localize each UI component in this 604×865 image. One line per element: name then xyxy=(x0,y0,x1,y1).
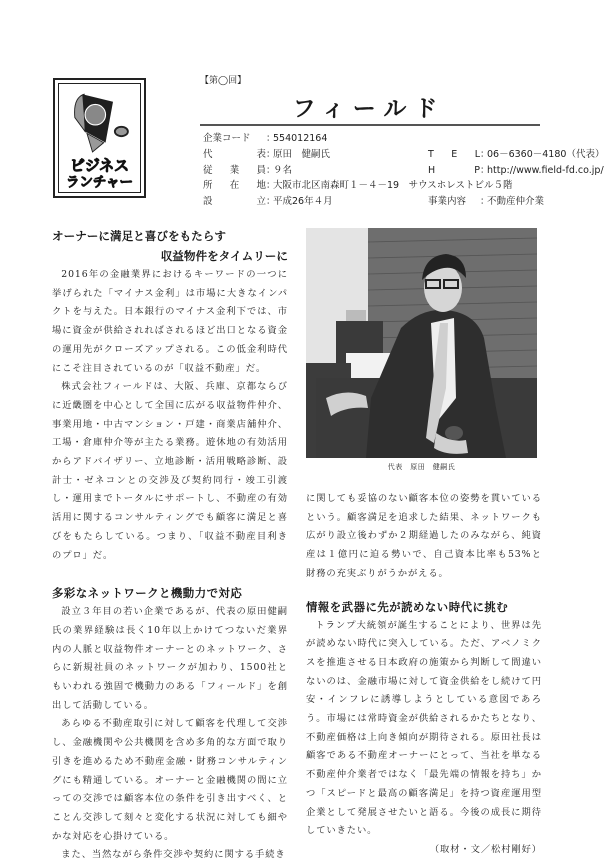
address: 大阪市北区南森町１－４－19 サウスホレストビル５階 xyxy=(273,180,513,192)
portrait-photo xyxy=(306,228,537,458)
section-heading-network: 多彩なネットワークと機動力で対応 xyxy=(52,586,243,601)
byline: （取材・文／松村剛好） xyxy=(429,843,542,855)
rep-label: 代 表 xyxy=(203,148,266,160)
company-code: 554012164 xyxy=(273,133,328,144)
info-row-rep: 代 表 ： 原田 健嗣氏 T E L ： 06－6360－4180（代表） xyxy=(203,147,604,163)
code-label: 企業コード xyxy=(203,133,251,144)
paragraph: 2016年の金融業界におけるキーワードの一つに挙げられた「マイナス金利」は市場に大きなインパクトを与えた。日本銀行のマイナス金利下では、市場に資金が供給されればされるほど出口となる資金の運用先がクローズアップされる。この低金利時代にこそ注目されているのが「収益不動産」だ。 xyxy=(52,269,288,374)
photo-caption: 代表 原田 健嗣氏 xyxy=(387,463,456,471)
rocket-icon xyxy=(59,84,140,192)
info-row-employees: 従 業 員 ： ９名 H P ： http://www.field-fd.co.jp/ xyxy=(203,163,604,179)
company-info xyxy=(203,131,604,210)
paragraph: トランプ大統領が誕生することにより、世界は先が読めない時代に突入している。ただ、アベノミクスを推進させる日本政府の施策から判断して間違いないのは、金融市場に対して資金供給をし続けて円安・インフレに誘導しようとしている意図であろう。市場には常時資金が供給されるかたちとなり、不動産価格は上向き傾向が期待される。原田社長は顧客である不動産オーナーにとって、当社を単なる不動産仲介業者ではなく「最先端の情報を持ち」かつ「スピードと最高の顧客満足」を持つ資産運用型企業として発展させたいと語る。今後の成長に期待していきたい。 xyxy=(306,619,542,837)
representative: 原田 健嗣氏 xyxy=(273,148,331,160)
address-label: 所 在 地 xyxy=(203,180,266,192)
paragraph-continued: に関しても妥協のない顧客本位の姿勢を貫いているという。顧客満足を追求した結果、ネットワークも広がり設立後わずか２期経過したのみながら、純資産は１億円に迫る勢いで、自己資本比率も53%と財務の充実ぶりがうかがえる。 xyxy=(306,493,542,579)
paragraph: あらゆる不動産取引に対して顧客を代理して交渉し、金融機関や公共機関を含め多角的な方面で取り引きを進めるため不動産金融・財務コンサルティングにも精通している。オーナーと金融機関の間に立っての交渉では顧客本位の条件を引き出すべく、とことん交渉して刻々と変化する状況に対しても細やかな対応を心掛けている。 xyxy=(52,718,288,842)
info-row-address: 所 在 地 ： 大阪市北区南森町１－４－19 サウスホレストビル５階 xyxy=(203,178,604,194)
title-divider xyxy=(200,124,540,126)
founded-date: 平成26年４月 xyxy=(273,196,333,208)
info-row-founded: 設 立 ： 平成26年４月 事業内容 ： 不動産仲介業 xyxy=(203,194,604,210)
issue-number: 【第◯回】 xyxy=(200,76,247,86)
info-row-code: 企業コード ： 554012164 xyxy=(203,131,604,147)
business-launcher-logo xyxy=(53,78,146,198)
paragraph: 設立３年目の若い企業であるが、代表の原田健嗣氏の業界経験は長く10年以上かけてつないだ業界内の人脈と収益物件オーナーとのネットワーク、さらに新規社員のネットワークが加わり、1500社ともいわれる強固で機動力のある「フィールド」を創出して活動している。 xyxy=(52,606,288,711)
company-title: フィールド xyxy=(292,96,446,122)
founded-label: 設 立 xyxy=(203,196,266,208)
left-column xyxy=(52,266,288,865)
svg-text:ビジネス: ビジネス xyxy=(69,156,130,175)
employees: ９名 xyxy=(273,164,293,176)
telephone: 06－6360－4180（代表） xyxy=(487,148,604,160)
lede-line-1: オーナーに満足と喜びをもたらす xyxy=(52,229,226,243)
hp-label: H P xyxy=(428,164,480,176)
paragraph: 株式会社フィールドは、大阪、兵庫、京都ならびに近畿圏を中心として全国に広がる収益物件仲介、事業用地・中古マンション・戸建・商業店舗仲介、工場・倉庫仲介等が主たる業務。遊休地の有効活用からアドバイザリー、立地診断・活用戦略診断、設計士・ゼネコンとの交渉及び契約同行・竣工引渡し・運用までトータルにサポートし、不動産の有効活用に関するコンサルティングでも顧客に満足と喜びをもたらしている。つまり、「収益不動産目利きのプロ」だ。 xyxy=(52,381,288,561)
lede-heading xyxy=(52,226,288,266)
svg-text:ランチャー: ランチャー xyxy=(65,174,134,191)
business-label: 事業内容 xyxy=(428,196,467,208)
right-column xyxy=(306,490,542,860)
tel-label: T E L xyxy=(428,148,480,160)
lede-line-2: 収益物件をタイムリーに xyxy=(160,249,288,263)
employees-label: 従 業 員 xyxy=(203,164,266,176)
business-type: 不動産仲介業 xyxy=(487,196,545,208)
homepage-link[interactable]: http://www.field-fd.co.jp/ xyxy=(487,164,604,176)
section-heading-information: 情報を武器に先が読めない時代に挑む xyxy=(306,599,509,614)
paragraph: また、当然ながら条件交渉や契約に関する手続き xyxy=(61,849,286,861)
